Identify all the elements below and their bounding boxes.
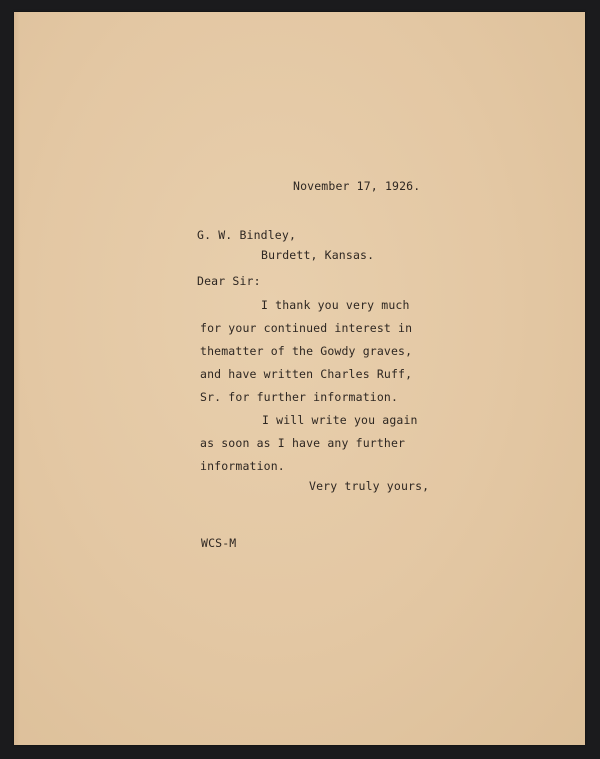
recipient-location: Burdett, Kansas. [261,248,375,262]
letter-date: November 17, 1926. [293,179,421,193]
body-line: and have written Charles Ruff, [200,367,413,381]
body-line: as soon as I have any further [200,436,406,450]
body-line: for your continued interest in [200,321,413,335]
recipient-name: G. W. Bindley, [197,228,297,242]
letter-sheet [14,12,585,745]
paper-edge-shading [14,12,20,745]
body-line: I thank you very much [261,298,410,312]
closing: Very truly yours, [309,479,430,493]
body-line: information. [200,459,285,473]
body-line: thematter of the Gowdy graves, [200,344,413,358]
body-line: I will write you again [262,413,418,427]
body-line: Sr. for further information. [200,390,399,404]
typist-initials: WCS-M [201,536,237,550]
salutation: Dear Sir: [197,274,261,288]
